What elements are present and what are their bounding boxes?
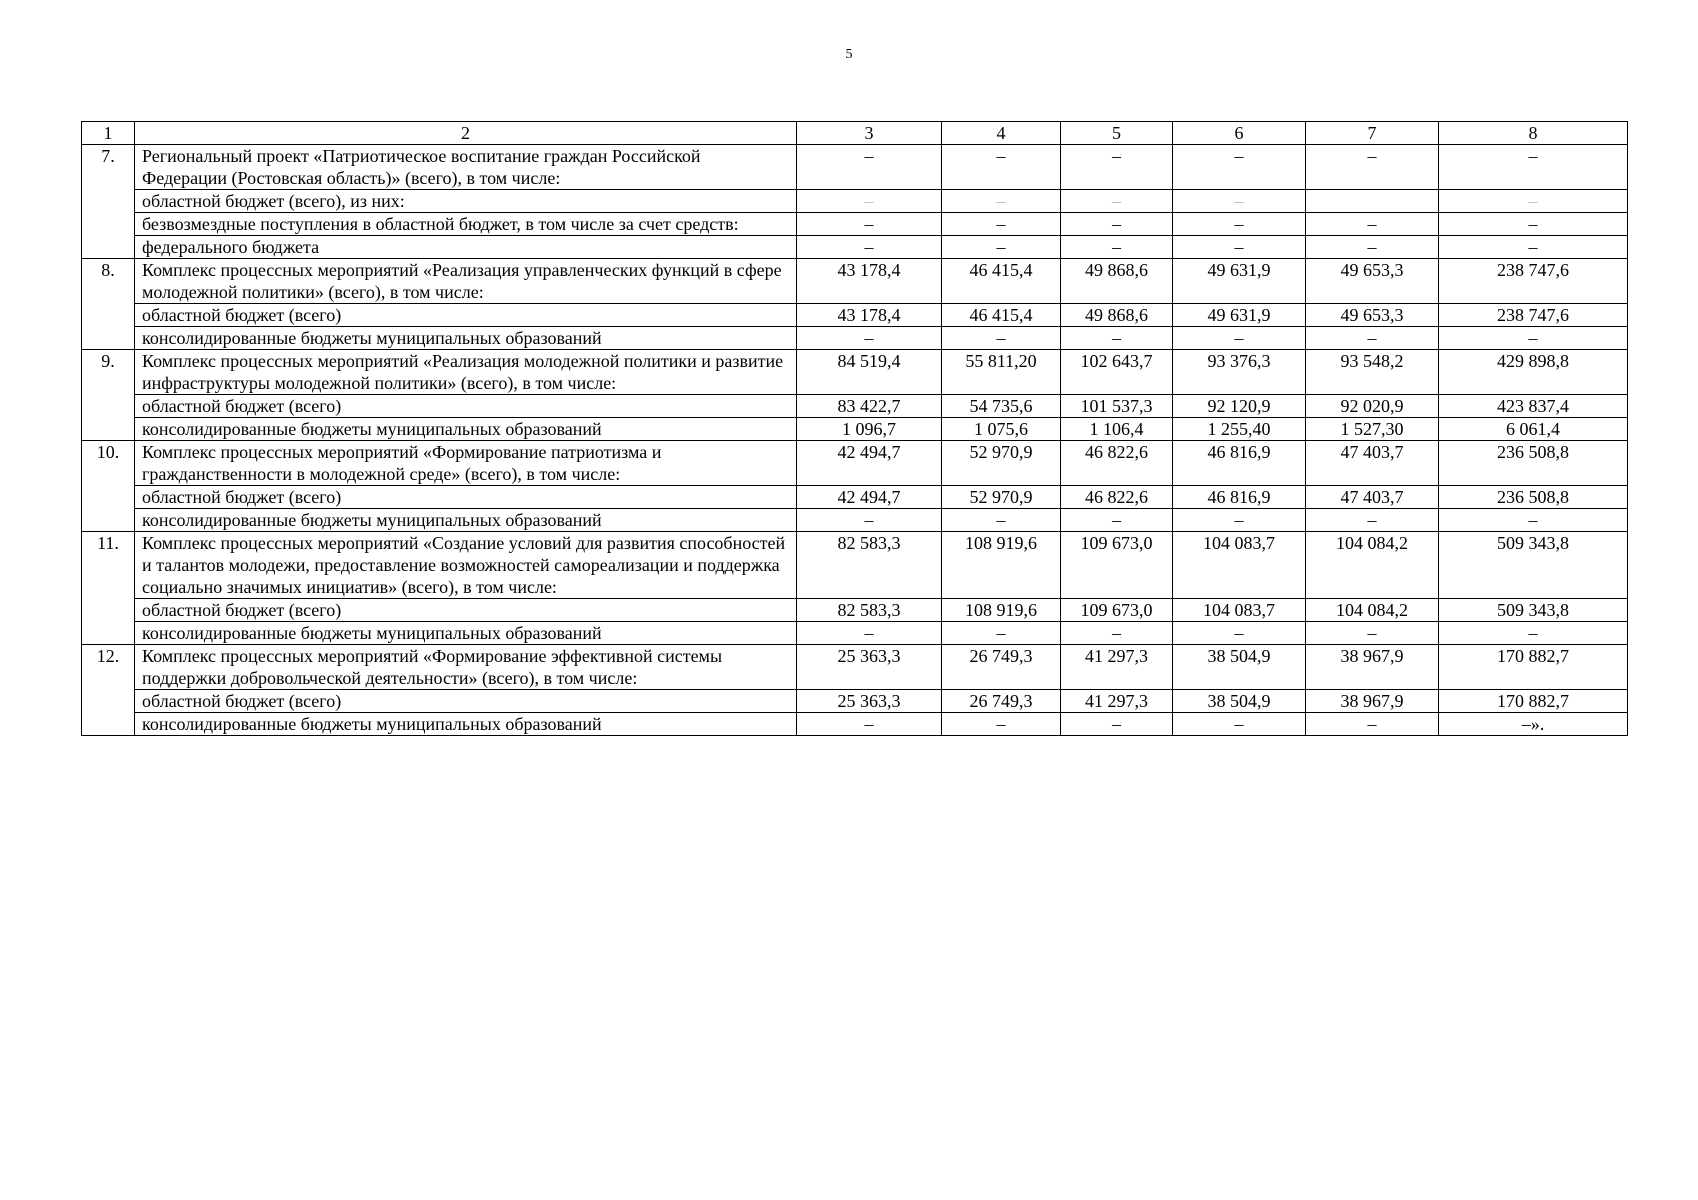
row-label: консолидированные бюджеты муниципальных образований — [135, 418, 797, 441]
header-cell: 8 — [1439, 122, 1628, 145]
value-cell — [797, 441, 942, 486]
value-cell — [1061, 418, 1173, 441]
value-cell — [1173, 599, 1306, 622]
value-cell — [1306, 622, 1439, 645]
value-text: 1 255,40 — [1207, 419, 1271, 439]
value-cell — [1173, 418, 1306, 441]
value-cell — [1173, 713, 1306, 736]
row-label: областной бюджет (всего) — [135, 690, 797, 713]
table-row — [82, 713, 1628, 736]
value-text: – — [864, 510, 874, 530]
value-text: 54 735,6 — [969, 396, 1033, 416]
value-cell — [942, 645, 1061, 690]
value-text: – — [1112, 510, 1121, 530]
header-cell: 3 — [797, 122, 942, 145]
row-label: федерального бюджета — [135, 236, 797, 259]
value-cell — [1173, 622, 1306, 645]
value-cell — [1439, 327, 1628, 350]
value-cell — [1306, 441, 1439, 486]
value-text: 47 403,7 — [1340, 487, 1404, 507]
value-cell — [1061, 190, 1173, 213]
value-cell — [1306, 259, 1439, 304]
value-cell — [942, 145, 1061, 190]
value-cell — [942, 190, 1061, 213]
value-text: 104 084,2 — [1336, 533, 1408, 553]
value-text: 46 816,9 — [1207, 487, 1271, 507]
value-text: 46 415,4 — [969, 260, 1033, 280]
value-cell — [942, 236, 1061, 259]
value-cell — [1061, 599, 1173, 622]
value-text: – — [1234, 328, 1244, 348]
value-cell — [1439, 441, 1628, 486]
value-cell — [797, 713, 942, 736]
value-text: 429 898,8 — [1497, 351, 1569, 371]
value-text: 49 868,6 — [1085, 305, 1148, 325]
row-label: областной бюджет (всего) — [135, 486, 797, 509]
row-label: областной бюджет (всего) — [135, 304, 797, 327]
value-cell — [797, 304, 942, 327]
value-text: – — [864, 623, 874, 643]
value-text: 238 747,6 — [1497, 260, 1569, 280]
header-cell: 5 — [1061, 122, 1173, 145]
value-text: – — [1367, 328, 1377, 348]
value-text: 1 096,7 — [842, 419, 896, 439]
value-cell — [797, 145, 942, 190]
value-cell — [1173, 486, 1306, 509]
value-cell — [1061, 145, 1173, 190]
value-cell — [942, 304, 1061, 327]
value-text: 6 061,4 — [1506, 419, 1560, 439]
value-cell — [942, 418, 1061, 441]
value-text: – — [1528, 328, 1538, 348]
value-text: 236 508,8 — [1497, 487, 1569, 507]
value-text: 43 178,4 — [837, 260, 901, 280]
value-cell — [942, 532, 1061, 599]
value-cell — [1439, 350, 1628, 395]
value-text: – — [1112, 214, 1121, 234]
value-cell — [1061, 259, 1173, 304]
value-cell — [942, 213, 1061, 236]
value-cell — [1306, 213, 1439, 236]
value-text: 46 822,6 — [1085, 442, 1148, 462]
row-label: консолидированные бюджеты муниципальных образований — [135, 509, 797, 532]
value-cell — [1306, 327, 1439, 350]
value-cell — [1439, 145, 1628, 190]
table-row — [82, 350, 1628, 395]
value-text: 38 504,9 — [1207, 646, 1271, 666]
value-text: 104 083,7 — [1203, 533, 1275, 553]
value-cell — [1061, 441, 1173, 486]
value-cell — [797, 259, 942, 304]
value-cell — [1061, 690, 1173, 713]
value-text: 38 967,9 — [1340, 646, 1404, 666]
row-label: консолидированные бюджеты муниципальных образований — [135, 622, 797, 645]
value-cell — [1439, 599, 1628, 622]
value-cell — [1306, 236, 1439, 259]
row-label: консолидированные бюджеты муниципальных образований — [135, 327, 797, 350]
value-cell — [942, 486, 1061, 509]
value-text: 104 084,2 — [1336, 600, 1408, 620]
value-text: – — [864, 237, 874, 257]
row-label: областной бюджет (всего) — [135, 395, 797, 418]
value-cell — [1306, 190, 1439, 213]
table-row — [82, 213, 1628, 236]
value-text: 104 083,7 — [1203, 600, 1275, 620]
header-cell: 7 — [1306, 122, 1439, 145]
value-text: – — [1234, 146, 1244, 166]
value-text: 46 415,4 — [969, 305, 1033, 325]
value-cell — [942, 622, 1061, 645]
value-cell — [797, 645, 942, 690]
value-cell — [1173, 532, 1306, 599]
value-cell — [797, 327, 942, 350]
value-cell — [797, 395, 942, 418]
value-text: – — [1528, 510, 1538, 530]
value-text: 109 673,0 — [1080, 600, 1153, 620]
header-cell: 4 — [942, 122, 1061, 145]
page-number: 5 — [845, 47, 853, 62]
value-cell — [1061, 622, 1173, 645]
value-text: – — [1234, 237, 1244, 257]
value-cell — [942, 599, 1061, 622]
value-cell — [1061, 350, 1173, 395]
value-cell — [1306, 486, 1439, 509]
value-text: – — [996, 714, 1006, 734]
row-label: Комплекс процессных мероприятий «Реализация управленческих функций в сфере молодежной политики» (всего), в том числе: — [135, 259, 797, 304]
value-text: 423 837,4 — [1497, 396, 1569, 416]
value-text: – — [1528, 214, 1538, 234]
value-cell — [1306, 304, 1439, 327]
value-cell — [1439, 532, 1628, 599]
value-cell — [797, 486, 942, 509]
value-text: – — [1112, 714, 1121, 734]
value-cell — [942, 350, 1061, 395]
value-text: – — [864, 146, 874, 166]
table-row — [82, 486, 1628, 509]
value-cell — [1173, 190, 1306, 213]
table-row — [82, 645, 1628, 690]
value-text: 49 631,9 — [1207, 305, 1271, 325]
value-cell — [1173, 395, 1306, 418]
value-text: 109 673,0 — [1080, 533, 1153, 553]
value-cell — [1439, 486, 1628, 509]
value-cell — [1173, 145, 1306, 190]
value-cell — [942, 327, 1061, 350]
value-text: – — [1528, 191, 1538, 211]
value-text: 41 297,3 — [1085, 646, 1148, 666]
value-text: 38 504,9 — [1207, 691, 1271, 711]
value-text: – — [1528, 623, 1538, 643]
table-row — [82, 441, 1628, 486]
value-text: 49 653,3 — [1340, 260, 1404, 280]
value-cell — [797, 350, 942, 395]
value-text: – — [996, 510, 1006, 530]
value-text: – — [1234, 623, 1244, 643]
value-cell — [1439, 304, 1628, 327]
value-text: – — [1367, 510, 1377, 530]
value-text: – — [996, 328, 1006, 348]
value-text: – — [1112, 623, 1121, 643]
row-index: 8. — [82, 259, 135, 350]
value-text: 55 811,20 — [965, 351, 1037, 371]
value-text: 170 882,7 — [1497, 691, 1569, 711]
table-row — [82, 418, 1628, 441]
value-text: 26 749,3 — [969, 691, 1033, 711]
value-text: – — [996, 214, 1006, 234]
value-cell — [797, 622, 942, 645]
value-text: – — [996, 191, 1006, 211]
value-cell — [1306, 532, 1439, 599]
value-text: – — [864, 328, 874, 348]
value-text: 47 403,7 — [1340, 442, 1404, 462]
value-cell — [1439, 509, 1628, 532]
value-text: 25 363,3 — [837, 646, 901, 666]
value-cell — [1439, 259, 1628, 304]
value-text: – — [1112, 191, 1121, 211]
value-text: 38 967,9 — [1340, 691, 1404, 711]
value-text: 108 919,6 — [965, 600, 1037, 620]
table-row — [82, 532, 1628, 599]
row-label: Региональный проект «Патриотическое воспитание граждан Российской Федерации (Ростовская область)» (всего), в том числе: — [135, 145, 797, 190]
value-cell — [1061, 532, 1173, 599]
value-cell — [1173, 690, 1306, 713]
value-cell — [1306, 599, 1439, 622]
value-text: 25 363,3 — [837, 691, 901, 711]
row-label: областной бюджет (всего) — [135, 599, 797, 622]
row-label: Комплекс процессных мероприятий «Формирование патриотизма и гражданственности в молодежной среде» (всего), в том числе: — [135, 441, 797, 486]
header-cell: 1 — [82, 122, 135, 145]
value-text: 82 583,3 — [837, 600, 901, 620]
value-text: 101 537,3 — [1080, 396, 1153, 416]
header-cell: 2 — [135, 122, 797, 145]
row-index: 9. — [82, 350, 135, 441]
value-text: 26 749,3 — [969, 646, 1033, 666]
value-text: – — [1528, 237, 1538, 257]
row-index: 7. — [82, 145, 135, 259]
value-cell — [1439, 418, 1628, 441]
table-row — [82, 690, 1628, 713]
value-text: – — [1367, 237, 1377, 257]
value-text: 42 494,7 — [837, 442, 901, 462]
value-text: 46 816,9 — [1207, 442, 1271, 462]
value-cell — [1306, 645, 1439, 690]
value-cell — [1173, 304, 1306, 327]
value-cell — [1439, 190, 1628, 213]
value-text: 509 343,8 — [1497, 600, 1569, 620]
table-row — [82, 236, 1628, 259]
value-cell — [797, 532, 942, 599]
value-cell — [942, 395, 1061, 418]
value-cell — [1306, 395, 1439, 418]
value-cell — [1173, 509, 1306, 532]
row-label: безвозмездные поступления в областной бюджет, в том числе за счет средств: — [135, 213, 797, 236]
value-cell — [797, 690, 942, 713]
table-row — [82, 599, 1628, 622]
value-text: 108 919,6 — [965, 533, 1037, 553]
value-cell — [1061, 645, 1173, 690]
value-text: 43 178,4 — [837, 305, 901, 325]
value-text: – — [996, 237, 1006, 257]
value-cell — [1439, 622, 1628, 645]
value-text: 92 020,9 — [1340, 396, 1404, 416]
value-text: 49 868,6 — [1085, 260, 1148, 280]
value-cell — [1439, 213, 1628, 236]
value-text: – — [1367, 214, 1377, 234]
value-text: – — [1528, 146, 1538, 166]
value-text: – — [864, 714, 874, 734]
budget-table — [81, 121, 1628, 736]
value-cell — [942, 713, 1061, 736]
value-text: 42 494,7 — [837, 487, 901, 507]
value-cell — [1061, 713, 1173, 736]
value-text: 1 075,6 — [974, 419, 1028, 439]
value-text: 93 376,3 — [1207, 351, 1271, 371]
value-cell — [797, 599, 942, 622]
value-cell — [1439, 236, 1628, 259]
value-cell — [1173, 327, 1306, 350]
value-cell — [1306, 713, 1439, 736]
value-cell — [1173, 441, 1306, 486]
row-label: Комплекс процессных мероприятий «Реализация молодежной политики и развитие инфраструктуры молодежной политики» (всего), в том числе: — [135, 350, 797, 395]
value-text: – — [1234, 214, 1244, 234]
value-text: – — [1234, 714, 1244, 734]
value-cell — [1173, 350, 1306, 395]
table-row — [82, 622, 1628, 645]
table-row — [82, 327, 1628, 350]
value-text: 92 120,9 — [1207, 396, 1271, 416]
value-cell — [1061, 486, 1173, 509]
value-text: – — [864, 214, 874, 234]
row-label: Комплекс процессных мероприятий «Формирование эффективной системы поддержки добровольческой деятельности» (всего), в том числе: — [135, 645, 797, 690]
value-text: 83 422,7 — [837, 396, 901, 416]
row-index: 10. — [82, 441, 135, 532]
table-row — [82, 190, 1628, 213]
value-text: – — [1234, 510, 1244, 530]
value-cell — [1061, 304, 1173, 327]
header-cell: 6 — [1173, 122, 1306, 145]
value-text: – — [1367, 623, 1377, 643]
value-cell — [1173, 645, 1306, 690]
value-text: 49 631,9 — [1207, 260, 1271, 280]
value-cell — [1061, 327, 1173, 350]
value-cell — [797, 418, 942, 441]
header-row — [82, 122, 1628, 145]
value-text: – — [1367, 714, 1377, 734]
value-text: 41 297,3 — [1085, 691, 1148, 711]
value-text: – — [1112, 237, 1121, 257]
value-text: – — [1112, 328, 1121, 348]
value-text: 46 822,6 — [1085, 487, 1148, 507]
value-text: 509 343,8 — [1497, 533, 1569, 553]
value-text: 82 583,3 — [837, 533, 901, 553]
value-text: – — [1367, 146, 1377, 166]
value-text: – — [996, 146, 1006, 166]
value-cell — [1306, 509, 1439, 532]
value-text: 170 882,7 — [1497, 646, 1569, 666]
value-cell — [797, 190, 942, 213]
value-text: 49 653,3 — [1340, 305, 1404, 325]
value-cell — [1439, 690, 1628, 713]
value-text: 52 970,9 — [969, 487, 1033, 507]
value-cell — [942, 509, 1061, 532]
value-cell — [797, 236, 942, 259]
table-row — [82, 509, 1628, 532]
value-cell — [1061, 395, 1173, 418]
value-cell — [942, 259, 1061, 304]
value-cell — [1306, 145, 1439, 190]
value-cell — [1061, 509, 1173, 532]
value-text: 236 508,8 — [1497, 442, 1569, 462]
value-cell — [1061, 213, 1173, 236]
value-cell — [1173, 213, 1306, 236]
row-index: 12. — [82, 645, 135, 736]
value-text: – — [996, 623, 1006, 643]
value-text: 1 527,30 — [1340, 419, 1404, 439]
table-row — [82, 395, 1628, 418]
value-cell — [942, 441, 1061, 486]
value-text: 102 643,7 — [1080, 351, 1153, 371]
value-text: – — [864, 191, 874, 211]
value-text: 1 106,4 — [1089, 419, 1144, 439]
value-cell — [1439, 713, 1628, 736]
value-cell — [1306, 690, 1439, 713]
value-text: –». — [1521, 714, 1545, 734]
row-label: областной бюджет (всего), из них: — [135, 190, 797, 213]
table-row — [82, 259, 1628, 304]
value-cell — [1061, 236, 1173, 259]
row-label: Комплекс процессных мероприятий «Создание условий для развития способностей и талантов молодежи, предоставление возможностей самореализации и поддержка социально значимых инициатив» (всего), в том числе: — [135, 532, 797, 599]
table-row — [82, 145, 1628, 190]
value-cell — [1306, 418, 1439, 441]
value-text: 238 747,6 — [1497, 305, 1569, 325]
value-text: 52 970,9 — [969, 442, 1033, 462]
value-cell — [1306, 350, 1439, 395]
value-text: – — [1112, 146, 1121, 166]
value-cell — [797, 213, 942, 236]
value-cell — [1173, 259, 1306, 304]
value-text: 84 519,4 — [837, 351, 901, 371]
value-cell — [797, 509, 942, 532]
table-row — [82, 304, 1628, 327]
row-index: 11. — [82, 532, 135, 645]
value-text: 93 548,2 — [1340, 351, 1404, 371]
row-label: консолидированные бюджеты муниципальных образований — [135, 713, 797, 736]
value-cell — [1439, 645, 1628, 690]
value-cell — [942, 690, 1061, 713]
value-text: – — [1234, 191, 1244, 211]
value-cell — [1439, 395, 1628, 418]
value-cell — [1173, 236, 1306, 259]
